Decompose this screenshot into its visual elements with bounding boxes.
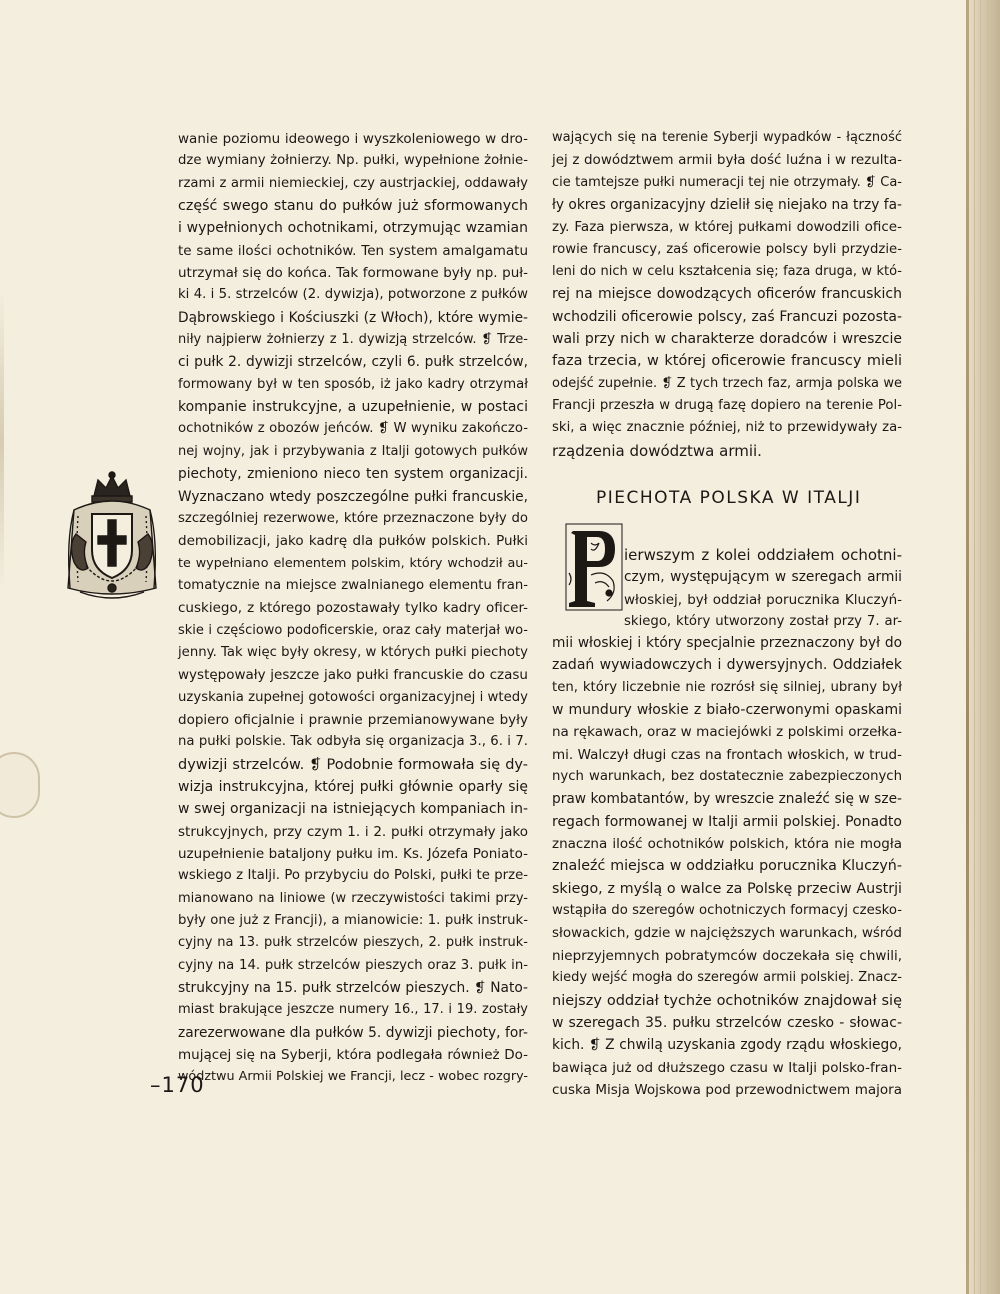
text-line: mii włoskiej i który specjalnie przeznaczony był do: [552, 635, 902, 651]
text-line: strukcyjny na 15. pułk strzelców pieszych. ❡ Nato-: [178, 980, 528, 997]
page-stack-edge: [966, 0, 969, 1294]
text-line: w swej organizacji na istniejących kompaniach in-: [178, 801, 528, 818]
text-line: miast brakujące jeszcze numery 16., 17. i 19. zostały: [178, 1002, 528, 1018]
text-line: demobilizacji, jako kadrę dla pułków polskich. Pułki: [178, 533, 528, 550]
text-line: nej wojny, jak i przybywania z Italji gotowych pułków: [178, 443, 528, 459]
text-line: ten, który liczebnie nie rozrósł się silniej, ubrany był: [552, 679, 902, 695]
text-line: rej na miejsce dowodzących oficerów francuskich: [552, 286, 902, 303]
text-line: wali przy nich w charakterze doradców i wreszcie: [552, 331, 902, 348]
text-line: kiedy wejść mogła do szeregów armii polskiej. Znacz-: [552, 970, 902, 986]
book-spine: [966, 0, 1000, 1294]
page-number: –170: [150, 1073, 205, 1097]
text-line: szczególniej rezerwowe, które przeznaczone były do: [178, 510, 528, 526]
text-line: niły najpierw żołnierzy z 1. dywizją strzelców. ❡ Trze-: [178, 332, 528, 348]
text-line: znaczna ilość ochotników polskich, która nie mogła: [552, 836, 902, 853]
page-number-value: 170: [161, 1073, 205, 1097]
text-line: wizja instrukcyjna, której pułki głównie oparły się: [178, 778, 528, 795]
right-text-column-bottom: [552, 632, 902, 1101]
text-line: skiego, z myślą o walce za Polskę przeciw Austrji: [552, 880, 902, 897]
text-line: bawiąca już od dłuższego czasu w Italji polsko-fran-: [552, 1059, 902, 1076]
right-text-column-top: [552, 127, 902, 462]
text-line: praw kombatantów, by wreszcie znaleźć się w sze-: [552, 791, 902, 808]
text-line: nych warunkach, bez dostatecznie zabezpieczonych: [552, 769, 902, 785]
text-line: wództwu Armii Polskiej we Francji, lecz - wobec rozgry-: [178, 1069, 528, 1085]
thumb-index-notch: [0, 752, 40, 818]
text-line: włoskiej, był oddział porucznika Kluczyń-: [624, 591, 902, 608]
text-line: leni do nich w celu kształcenia się; faza druga, w któ-: [552, 264, 902, 280]
text-line: cyjny na 14. pułk strzelców pieszych oraz 3. pułk in-: [178, 957, 528, 973]
text-line: rządzenia dowództwa armii.: [552, 441, 762, 460]
text-line: na rękawach, oraz w maciejówki z polskimi orzełka-: [552, 724, 902, 741]
text-line: Dąbrowskiego i Kościuszki (z Włoch), które wymie-: [178, 309, 528, 326]
text-line: jej z dowództwem armii była dość luźna i w rezulta-: [552, 152, 902, 169]
text-line: mującej się na Syberji, która podlegała również Do-: [178, 1047, 528, 1064]
text-line: nieprzyjemnych pobratymców doczekała się chwili,: [552, 947, 902, 964]
right-text-column-dropcap-lines: [624, 544, 902, 633]
text-line: tomatycznie na miejsce zwalnianego elementu fran-: [178, 577, 528, 593]
text-line: Wyznaczano wtedy poszczególne pułki francuskie,: [178, 488, 528, 505]
text-line: cuskiego, z którego pozostawały tylko kadry oficer-: [178, 600, 528, 617]
text-line: i wypełnionych ochotnikami, otrzymując wzamian: [178, 220, 528, 237]
text-line: niejszy oddział tychże ochotników znajdował się: [552, 992, 902, 1009]
text-line: regach formowanej w Italji armii polskiej. Ponadto: [552, 813, 902, 830]
text-line: dywizji strzelców. ❡ Podobnie formowała się dy-: [178, 756, 528, 773]
section-heading: PIECHOTA POLSKA W ITALJI: [596, 488, 862, 508]
decorative-initial-icon: [565, 523, 623, 611]
text-line: wstąpiła do szeregów ochotniczych formacyj czesko-: [552, 903, 902, 919]
text-line: zy. Faza pierwsza, w której pułkami dowodzili ofice-: [552, 219, 902, 236]
text-line: mianowano na liniowe (w rzeczywistości takimi przy-: [178, 890, 528, 906]
text-line: w szeregach 35. pułku strzelców czesko - słowac-: [552, 1014, 902, 1031]
text-line: ski, a więc znacznie później, niż to przewidywały za-: [552, 420, 902, 436]
page-edge-shadow: [0, 290, 4, 590]
text-line: cie tamtejsze pułki numeracji tej nie otrzymały. ❡ Ca-: [552, 174, 902, 190]
text-line: wskiego z Italji. Po przybyciu do Polski, pułki te prze-: [178, 868, 528, 884]
text-line: czym, występującym w szeregach armii: [624, 569, 902, 586]
text-line: zadań wywiadowczych i dywersyjnych. Oddziałek: [552, 657, 902, 674]
text-line: słowackich, gdzie w najcięższych warunkach, wśród: [552, 925, 902, 942]
text-line: te same ilości ochotników. Ten system amalgamatu: [178, 242, 528, 259]
text-line: ochotników z obozów jeńców. ❡ W wyniku zakończo-: [178, 421, 528, 437]
text-line: ki 4. i 5. strzelców (2. dywizja), potworzone z pułków: [178, 287, 528, 303]
text-line: te wypełniano elementem polskim, który wchodził au-: [178, 555, 528, 571]
text-line: skie i częściowo podoficerskie, oraz cały materjał wo-: [178, 622, 528, 638]
savoy-coat-of-arms-icon: [56, 470, 168, 608]
text-line: występowały jeszcze jako pułki francuskie do czasu: [178, 667, 528, 684]
text-line: uzupełnienie bataljony pułku im. Ks. Józefa Poniato-: [178, 846, 528, 862]
left-text-column: [178, 128, 528, 1089]
text-line: utrzymał się do końca. Tak formowane były np. puł-: [178, 265, 528, 282]
text-line: formowany był w ten sposób, iż jako kadry otrzymał: [178, 376, 528, 392]
text-line: część swego stanu do pułków już sformowanych: [178, 198, 528, 215]
text-line: rowie francuscy, zaś oficerowie polscy byli przydzie-: [552, 241, 902, 257]
page-stack-line: [987, 0, 988, 1294]
text-line: rzami z armii niemieckiej, czy austrjackiej, oddawały: [178, 175, 528, 191]
text-line: wchodzili oficerowie polscy, zaś Francuzi pozosta-: [552, 308, 902, 325]
text-line: znaleźć miejsca w oddziałku porucznika Kluczyń-: [552, 858, 902, 875]
text-line: kompanie instrukcyjne, a uzupełnienie, w postaci: [178, 399, 528, 416]
text-line: odejść zupełnie. ❡ Z tych trzech faz, armja polska we: [552, 375, 902, 391]
text-line: wanie poziomu ideowego i wyszkoleniowego w dro-: [178, 131, 528, 147]
text-line: cuska Misja Wojskowa pod przewodnictwem majora: [552, 1081, 902, 1098]
text-line: piechoty, zmieniono nieco ten system organizacji.: [178, 466, 528, 483]
text-line: dopiero oficjalnie i prawnie przemianowywane były: [178, 711, 528, 728]
text-line: w mundury włoskie z biało-czerwonymi opaskami: [552, 702, 902, 719]
text-line: uzyskania zupełnej gotowości organizacyjnej i wtedy: [178, 689, 528, 705]
text-line: ły okres organizacyjny dzielił się niejako na trzy fa-: [552, 197, 902, 214]
text-line: mi. Walczył długi czas na frontach włoskich, w trud-: [552, 746, 902, 763]
text-line: na pułki polskie. Tak odbyła się organizacja 3., 6. i 7.: [178, 734, 528, 750]
page-stack-line: [980, 0, 981, 1294]
text-line: kich. ❡ Z chwilą uzyskania zgody rządu włoskiego,: [552, 1037, 902, 1054]
text-line: ci pułk 2. dywizji strzelców, czyli 6. pułk strzelców,: [178, 354, 528, 371]
page-stack-line: [974, 0, 975, 1294]
text-line: faza trzecia, w której oficerowie francuscy mieli: [552, 353, 902, 370]
text-line: były one już z Francji), a mianowicie: 1. pułk instruk-: [178, 913, 528, 929]
text-line: dze wymiany żołnierzy. Np. pułki, wypełnione żołnie-: [178, 153, 528, 169]
text-line: skiego, który utworzony został przy 7. ar-: [624, 614, 902, 630]
text-line: strukcyjnych, przy czym 1. i 2. pułki otrzymały jako: [178, 823, 528, 840]
text-line: ierwszym z kolei oddziałem ochotni-: [624, 546, 902, 564]
text-line: wających się na terenie Syberji wypadków - łączność: [552, 130, 902, 145]
text-line: zarezerwowane dla pułków 5. dywizji piechoty, for-: [178, 1024, 528, 1041]
text-line: cyjny na 13. pułk strzelców pieszych, 2. pułk instruk-: [178, 935, 528, 951]
text-line: jenny. Tak więc były okresy, w których pułki piechoty: [178, 644, 528, 660]
text-line: Francji przeszła w drugą fazę dopiero na terenie Pol-: [552, 398, 902, 414]
